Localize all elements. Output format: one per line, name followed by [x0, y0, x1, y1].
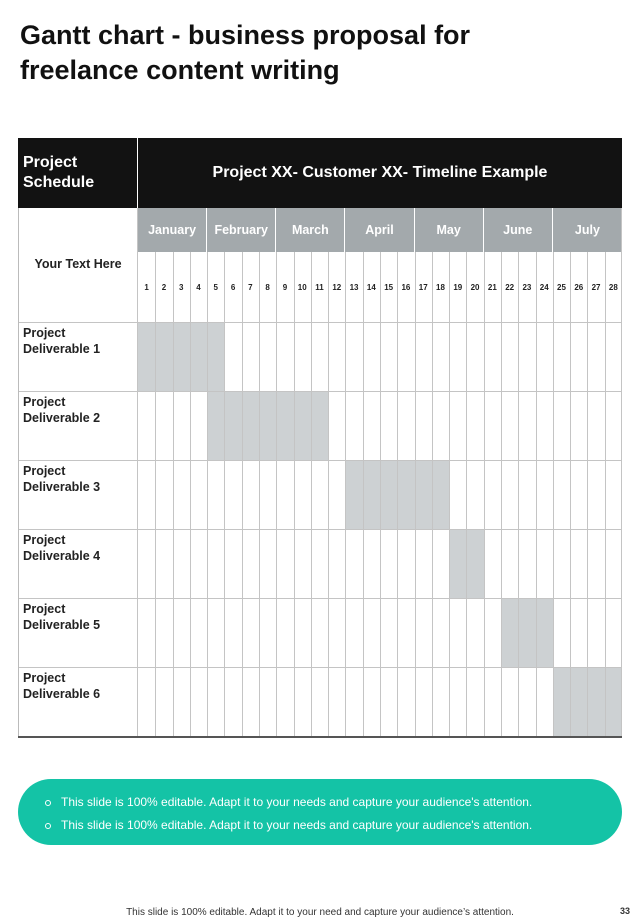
- month-march: March: [276, 208, 345, 252]
- day-number: 20: [470, 282, 480, 292]
- page-title: [20, 18, 620, 88]
- grid-vline: [207, 252, 208, 738]
- day-number: 25: [557, 282, 566, 292]
- timeline-header: Project XX- Customer XX- Timeline Example: [138, 138, 622, 208]
- day-number: 27: [591, 282, 601, 292]
- deliverable-label-line2: Deliverable 6: [23, 687, 101, 701]
- note-item: [45, 814, 622, 837]
- grid-vline: [173, 252, 174, 738]
- task-bar-1: [138, 322, 224, 391]
- project-schedule-header-line2: Schedule: [23, 174, 95, 191]
- deliverable-label-line1: Project: [23, 464, 66, 478]
- bullet-icon: [45, 800, 51, 806]
- day-number: 11: [315, 282, 324, 292]
- day-number: 7: [248, 282, 253, 292]
- deliverable-label-line2: Deliverable 5: [23, 618, 101, 632]
- day-number: 6: [230, 282, 236, 292]
- note-item: [45, 791, 622, 814]
- project-schedule-header: [18, 138, 137, 208]
- day-number: 22: [505, 282, 515, 292]
- day-number: 5: [213, 282, 218, 292]
- grid-vline: [311, 252, 312, 738]
- day-number: 21: [487, 282, 497, 292]
- deliverable-label-3: [18, 460, 137, 529]
- deliverable-label-line1: Project: [23, 671, 66, 685]
- grid-vline: [466, 252, 467, 738]
- deliverable-label-line2: Deliverable 1: [23, 342, 101, 356]
- grid-vline: [605, 252, 606, 738]
- deliverable-label-line1: Project: [23, 326, 66, 340]
- grid-vline: [415, 252, 416, 738]
- day-number: 19: [453, 282, 463, 292]
- deliverable-label-line2: Deliverable 2: [23, 411, 101, 425]
- day-number: 18: [436, 282, 445, 292]
- month-february: February: [207, 208, 276, 252]
- day-number: 23: [522, 282, 532, 292]
- month-april: April: [345, 208, 414, 252]
- day-number: 1: [144, 282, 149, 292]
- note-text: This slide is 100% editable. Adapt it to your needs and capture your audience's attention.: [61, 795, 533, 809]
- grid-hline: [18, 736, 622, 738]
- task-bar-5: [501, 598, 553, 667]
- grid-vline: [345, 252, 346, 738]
- bullet-icon: [45, 823, 51, 829]
- grid-vline: [380, 252, 381, 738]
- grid-vline: [501, 252, 502, 738]
- grid-vline: [155, 252, 156, 738]
- deliverable-label-4: [18, 529, 137, 598]
- day-number: 10: [297, 282, 307, 292]
- deliverable-label-2: [18, 391, 137, 460]
- day-number: 12: [332, 282, 342, 292]
- day-number: 3: [178, 282, 184, 292]
- grid-vline: [484, 252, 485, 738]
- note-box: [18, 779, 622, 845]
- project-schedule-header-line1: Project: [23, 154, 78, 171]
- side-label: Your Text Here: [18, 208, 137, 322]
- page-title-line1: Gantt chart - business proposal for: [20, 20, 471, 50]
- note-text: This slide is 100% editable. Adapt it to your needs and capture your audience's attention.: [61, 818, 533, 832]
- grid-vline: [587, 252, 588, 738]
- day-number: 14: [366, 282, 376, 292]
- month-january: January: [138, 208, 207, 252]
- day-number: 8: [265, 282, 270, 292]
- day-number: 24: [539, 282, 549, 292]
- month-july: July: [553, 208, 622, 252]
- deliverable-label-1: [18, 322, 137, 391]
- grid-border-right: [621, 208, 622, 738]
- grid-divider: [137, 208, 138, 738]
- grid-vline: [190, 252, 191, 738]
- day-number: 15: [384, 282, 394, 292]
- month-may: May: [415, 208, 484, 252]
- day-number: 13: [349, 282, 359, 292]
- day-number: 26: [574, 282, 584, 292]
- grid-vline: [518, 252, 519, 738]
- grid-vline: [276, 252, 277, 738]
- deliverable-label-line2: Deliverable 3: [23, 480, 101, 494]
- deliverable-label-line1: Project: [23, 602, 66, 616]
- grid-vline: [432, 252, 433, 738]
- page-number: 33: [619, 906, 630, 916]
- day-number: 28: [608, 282, 618, 292]
- day-number: 2: [161, 282, 167, 292]
- day-number: 4: [196, 282, 201, 292]
- deliverable-label-line1: Project: [23, 533, 66, 547]
- grid-vline: [553, 252, 554, 738]
- grid-vline: [397, 252, 398, 738]
- day-number: 9: [282, 282, 288, 292]
- grid-vline: [449, 252, 450, 738]
- grid-vline: [224, 252, 225, 738]
- grid-vline: [570, 252, 571, 738]
- day-number: 17: [418, 282, 428, 292]
- deliverable-label-line2: Deliverable 4: [23, 549, 101, 563]
- grid-vline: [328, 252, 329, 738]
- grid-vline: [536, 252, 537, 738]
- grid-vline: [259, 252, 260, 738]
- deliverable-label-6: [18, 667, 137, 736]
- grid-vline: [242, 252, 243, 738]
- deliverable-label-line1: Project: [23, 395, 66, 409]
- grid-vline: [363, 252, 364, 738]
- page-title-line2: freelance content writing: [20, 55, 340, 85]
- deliverable-label-5: [18, 598, 137, 667]
- month-june: June: [484, 208, 553, 252]
- day-number: 16: [401, 282, 411, 292]
- gantt-chart: [18, 138, 622, 738]
- grid-vline: [294, 252, 295, 738]
- footer-text: This slide is 100% editable. Adapt it to your need and capture your audience’s attention.: [126, 907, 514, 918]
